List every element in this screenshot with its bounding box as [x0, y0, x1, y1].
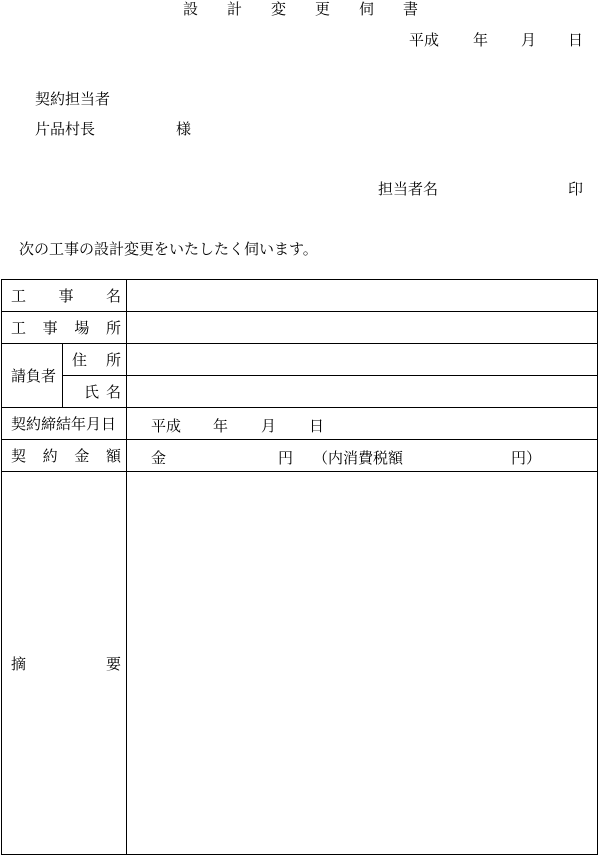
char: 名 [106, 383, 122, 401]
amount-tax-close: 円） [511, 448, 542, 467]
document-title [0, 0, 599, 20]
char: 額 [105, 447, 121, 465]
value-work-name[interactable] [127, 280, 598, 312]
amount-yen: 円 [278, 448, 294, 467]
title-char: 計 [227, 0, 243, 18]
cd-era: 平成 [151, 416, 182, 435]
label-summary [2, 472, 127, 855]
char: 工 [11, 319, 27, 337]
amount-tax-open: （内消費税額 [313, 448, 404, 467]
seal-mark: 印 [568, 180, 584, 198]
addressee-line2: 片品村長 [35, 120, 96, 138]
label-address [63, 344, 127, 376]
date-year: 年 [473, 31, 489, 49]
contractor-text: 請負者 [11, 367, 57, 385]
char: 要 [106, 654, 122, 673]
label-name [63, 376, 127, 408]
char: 工 [11, 287, 27, 305]
value-work-place[interactable] [127, 312, 598, 344]
title-char: 設 [183, 0, 199, 18]
char: 場 [74, 319, 90, 337]
form-table [1, 279, 598, 855]
char: 氏 [84, 383, 100, 401]
contract-date-text: 契約締結年月日 [11, 415, 117, 433]
title-char: 変 [271, 0, 287, 18]
value-summary[interactable] [127, 472, 598, 855]
value-amount[interactable] [127, 440, 598, 472]
char: 契 [11, 447, 27, 465]
cd-year: 年 [213, 416, 229, 435]
applicant-label: 担当者名 [378, 180, 439, 198]
label-work-place [2, 312, 127, 344]
char: 住 [72, 351, 88, 369]
char: 名 [106, 287, 122, 305]
value-address[interactable] [127, 344, 598, 376]
char: 約 [42, 447, 58, 465]
label-contract-date [2, 408, 127, 440]
date-era: 平成 [409, 31, 440, 49]
addressee-honorific: 様 [176, 120, 192, 138]
title-char: 書 [403, 0, 419, 18]
value-contract-date[interactable] [127, 408, 598, 440]
amount-gold: 金 [151, 448, 167, 467]
char: 事 [42, 319, 58, 337]
char: 所 [106, 351, 122, 369]
date-month: 月 [521, 31, 537, 49]
char: 所 [105, 319, 121, 337]
label-contractor [2, 344, 63, 408]
char: 摘 [11, 654, 27, 673]
date-day: 日 [568, 31, 584, 49]
label-amount [2, 440, 127, 472]
intro-text: 次の工事の設計変更をいたしたく伺います。 [19, 240, 318, 258]
value-name[interactable] [127, 376, 598, 408]
char: 金 [74, 447, 90, 465]
addressee-line1: 契約担当者 [35, 90, 111, 108]
title-char: 伺 [359, 0, 375, 18]
cd-month: 月 [261, 416, 277, 435]
label-work-name [2, 280, 127, 312]
char: 事 [58, 287, 74, 305]
cd-day: 日 [309, 416, 325, 435]
title-char: 更 [315, 0, 331, 18]
